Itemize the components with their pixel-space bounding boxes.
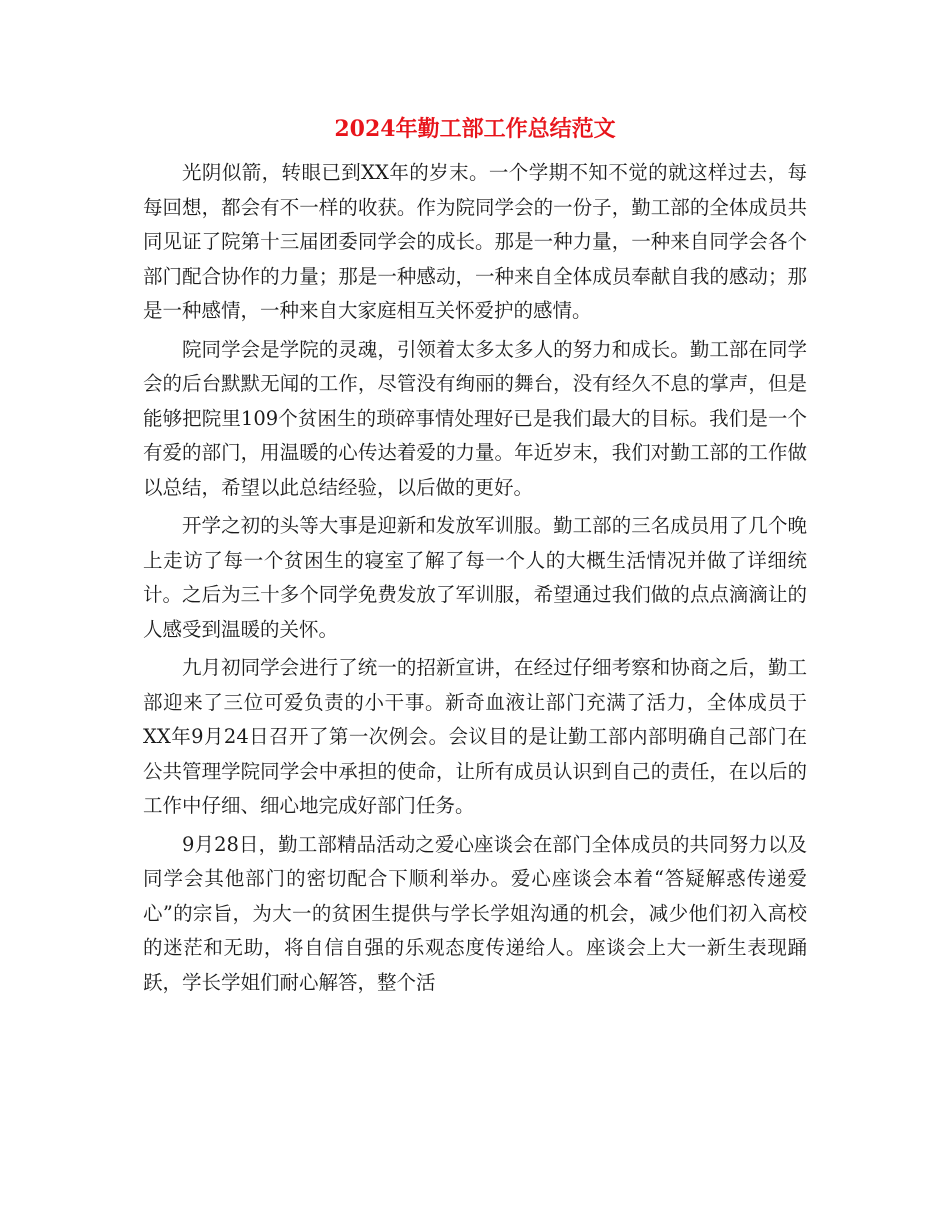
document-title: 2024年勤工部工作总结范文 <box>334 116 616 142</box>
paragraph-2: 院同学会是学院的灵魂，引领着太多太多人的努力和成长。勤工部在同学会的后台默默无闻的工作，尽管没有绚丽的舞台，没有经久不息的掌声，但是能够把院里109个贫困生的琐碎事情处理好已是我们最大的目标。我们是一个有爱的部门，用温暖的心传达着爱的力量。年近岁末，我们对勤工部的工作做以总结，希望以此总结经验，以后做的更好。 <box>143 337 807 499</box>
paragraph-4: 九月初同学会进行了统一的招新宣讲，在经过仔细考察和协商之后，勤工部迎来了三位可爱负责的小干事。新奇血液让部门充满了活力，全体成员于XX年9月24日召开了第一次例会。会议目的是让勤工部内部明确自己部门在公共管理学院同学会中承担的使命，让所有成员认识到自己的责任，在以后的工作中仔细、细心地完成好部门任务。 <box>143 656 807 817</box>
document-body <box>143 156 807 1004</box>
paragraph-5: 9月28日，勤工部精品活动之爱心座谈会在部门全体成员的共同努力以及同学会其他部门的密切配合下顺利举办。爱心座谈会本着“答疑解惑传递爱心”的宗旨，为大一的贫困生提供与学长学姐沟通的机会，减少他们初入高校的迷茫和无助，将自信自强的乐观态度传递给人。座谈会上大一新生表现踊跃，学长学姐们耐心解答，整个活 <box>143 832 807 994</box>
paragraph-1: 光阴似箭，转眼已到XX年的岁末。一个学期不知不觉的就这样过去，每每回想，都会有不一样的收获。作为院同学会的一份子，勤工部的全体成员共同见证了院第十三届团委同学会的成长。那是一种力量，一种来自同学会各个部门配合协作的力量；那是一种感动，一种来自全体成员奉献自我的感动；那是一种感情，一种来自大家庭相互关怀爱护的感情。 <box>143 161 807 322</box>
paragraph-3: 开学之初的头等大事是迎新和发放军训服。勤工部的三名成员用了几个晚上走访了每一个贫困生的寝室了解了每一个人的大概生活情况并做了详细统计。之后为三十多个同学免费发放了军训服，希望通过我们做的点点滴滴让的人感受到温暖的关怀。 <box>143 514 807 641</box>
